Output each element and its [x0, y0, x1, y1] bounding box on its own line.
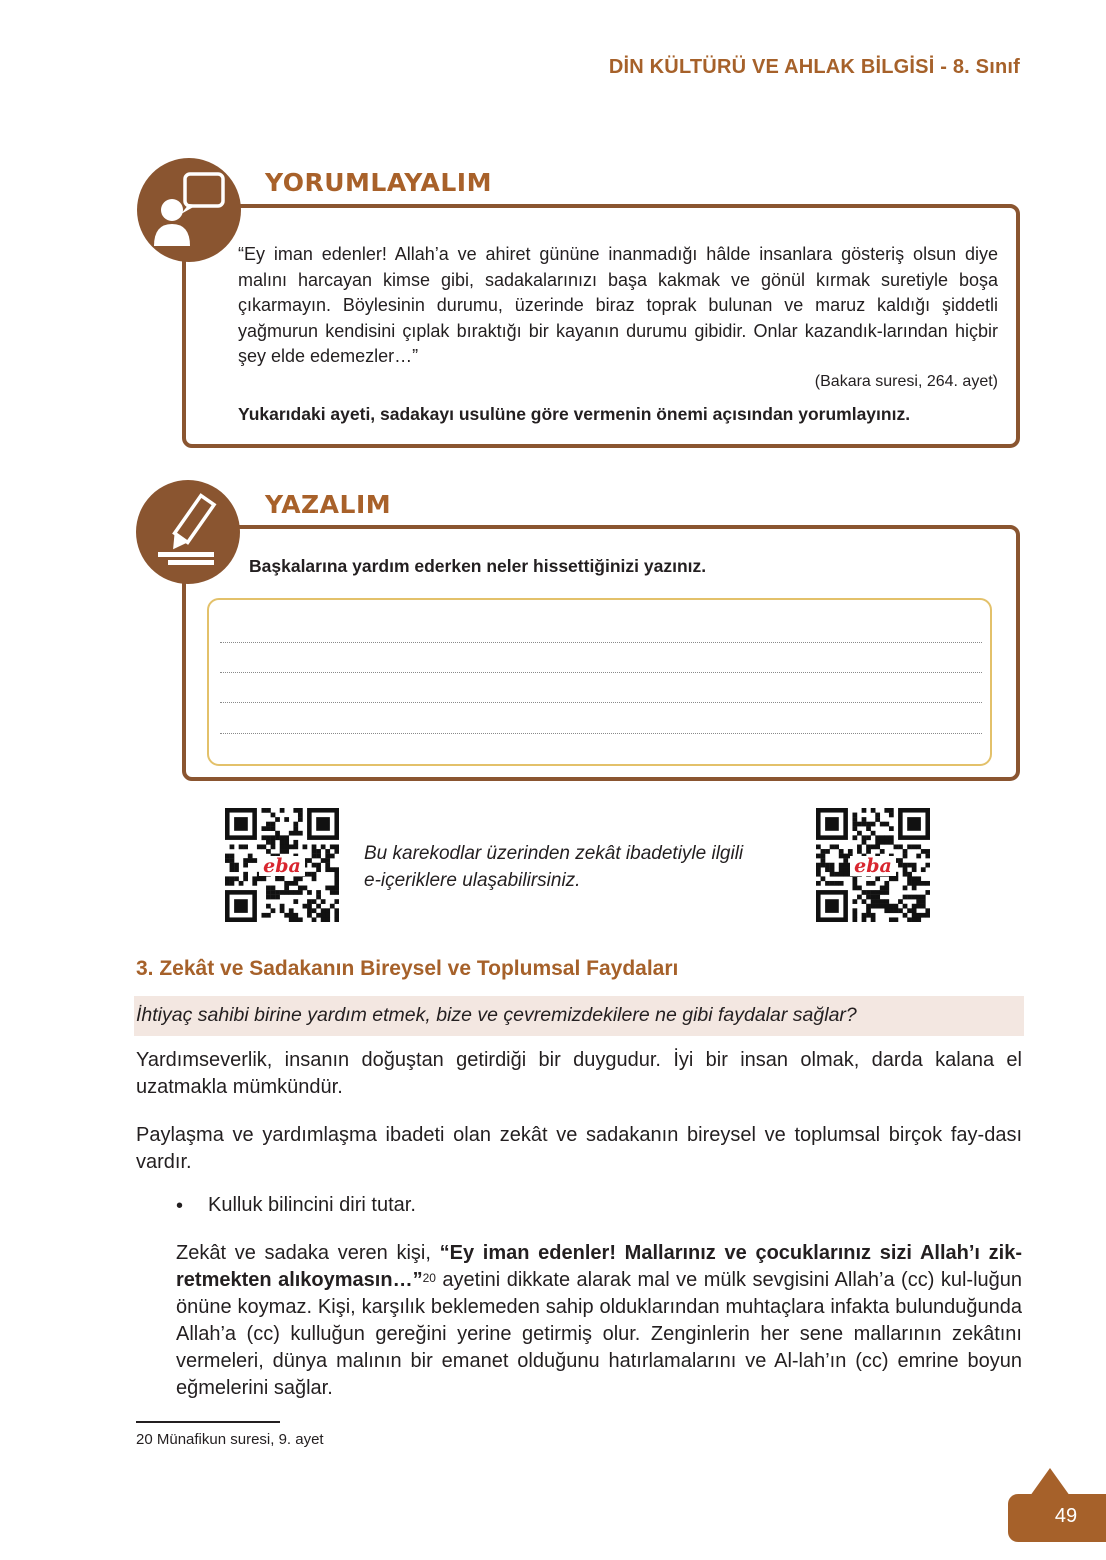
bullet-item: Kulluk bilincini diri tutar.	[208, 1194, 416, 1216]
qr-code-right[interactable]	[816, 808, 930, 922]
speaking-person-icon	[137, 158, 241, 262]
yazalim-badge	[136, 480, 240, 584]
paragraph-3-start: Zekât ve sadaka veren kişi,	[176, 1242, 440, 1264]
qr-caption-line2: e-içeriklere ulaşabilirsiniz.	[364, 870, 581, 891]
yorumlayalim-instruction: Yukarıdaki ayeti, sadakayı usulüne göre vermenin önemi açısından yorumlayınız.	[238, 404, 911, 424]
ayet-quote: “Ey iman edenler! Allah’a ve ahiret gününe inanmadığı hâlde insanlara gösteriş olsun diye malını harcayan kimse gibi, sadakalarınızı başa kakmak ve gönül kırmak suretiyle boşa çıkarmayın. Böylesinin durumu, üzerinde biraz toprak bulunan ve maruz kaldığı şiddetli yağmurun kendisini çıplak bıraktığı bir kayanın durumu gibidir. Onlar kazandık-larından hiçbir şey elde edemezler…”	[238, 244, 998, 366]
writing-line	[220, 642, 982, 643]
paragraph-3-rest: ayetini dikkate alarak mal ve mülk sevgisini Allah’a (cc) kul-luğun önüne koymaz. Kişi, karşılık beklemeden sahip olduklarından muhtaçlara infakta bulunduğunda Allah’a (cc) kulluğun gereğini yerine getirmiş olur. Zenginlerin her sene mallarının zekâtını vermeleri, dünya malının bir emanet olduğunu hatırlamalarını ve Al-lah’ın (cc) emrine boyun eğmelerini sağlar.	[176, 1269, 1022, 1399]
page-tab-arrow	[1020, 1464, 1080, 1496]
writing-line	[220, 672, 982, 673]
footnote: 20 Münafikun suresi, 9. ayet	[136, 1431, 324, 1448]
paragraph-2: Paylaşma ve yardımlaşma ibadeti olan zekât ve sadakanın bireysel ve toplumsal birçok fay-dası vardır.	[136, 1124, 1022, 1173]
paragraph-3-quote: “Ey iman edenler! Mallarınız ve çocuklarınız sizi Allah’ı zik-retmekten alıkoymasın…”	[176, 1242, 1023, 1291]
eba-logo: eba	[854, 855, 892, 877]
section-title: 3. Zekât ve Sadakanın Bireysel ve Toplumsal Faydaları	[136, 957, 679, 980]
yazalim-title: YAZALIM	[265, 490, 392, 519]
running-header: DİN KÜLTÜRÜ VE AHLAK BİLGİSİ - 8. Sınıf	[608, 56, 1020, 78]
writing-line	[220, 702, 982, 703]
qr-caption-line1: Bu karekodlar üzerinden zekât ibadetiyle ilgili	[364, 843, 744, 864]
qr-code-left[interactable]	[225, 808, 339, 922]
paragraph-3	[176, 1240, 1022, 1402]
guiding-question: İhtiyaç sahibi birine yardım etmek, bize ve çevremizdekilere ne gibi faydalar sağlar?	[136, 1004, 857, 1026]
ayet-source: (Bakara suresi, 264. ayet)	[814, 373, 998, 390]
paragraph-1: Yardımseverlik, insanın doğuştan getirdiği bir duygudur. İyi bir insan olmak, darda kalana el uzatmakla mümkündür.	[136, 1049, 1022, 1098]
qr-caption	[364, 840, 743, 894]
page-number: 49	[1054, 1505, 1078, 1527]
yorumlayalim-title: YORUMLAYALIM	[265, 168, 492, 197]
writing-line	[220, 733, 982, 734]
yorumlayalim-badge	[137, 158, 241, 262]
footnote-ref[interactable]: 20	[422, 1271, 436, 1285]
yazalim-instruction: Başkalarına yardım ederken neler hissettiğinizi yazınız.	[249, 556, 707, 576]
writing-area[interactable]	[207, 598, 992, 766]
eba-logo: eba	[263, 855, 301, 877]
pencil-icon	[136, 480, 240, 584]
bullet-icon: •	[176, 1195, 184, 1217]
footnote-divider	[136, 1421, 280, 1423]
